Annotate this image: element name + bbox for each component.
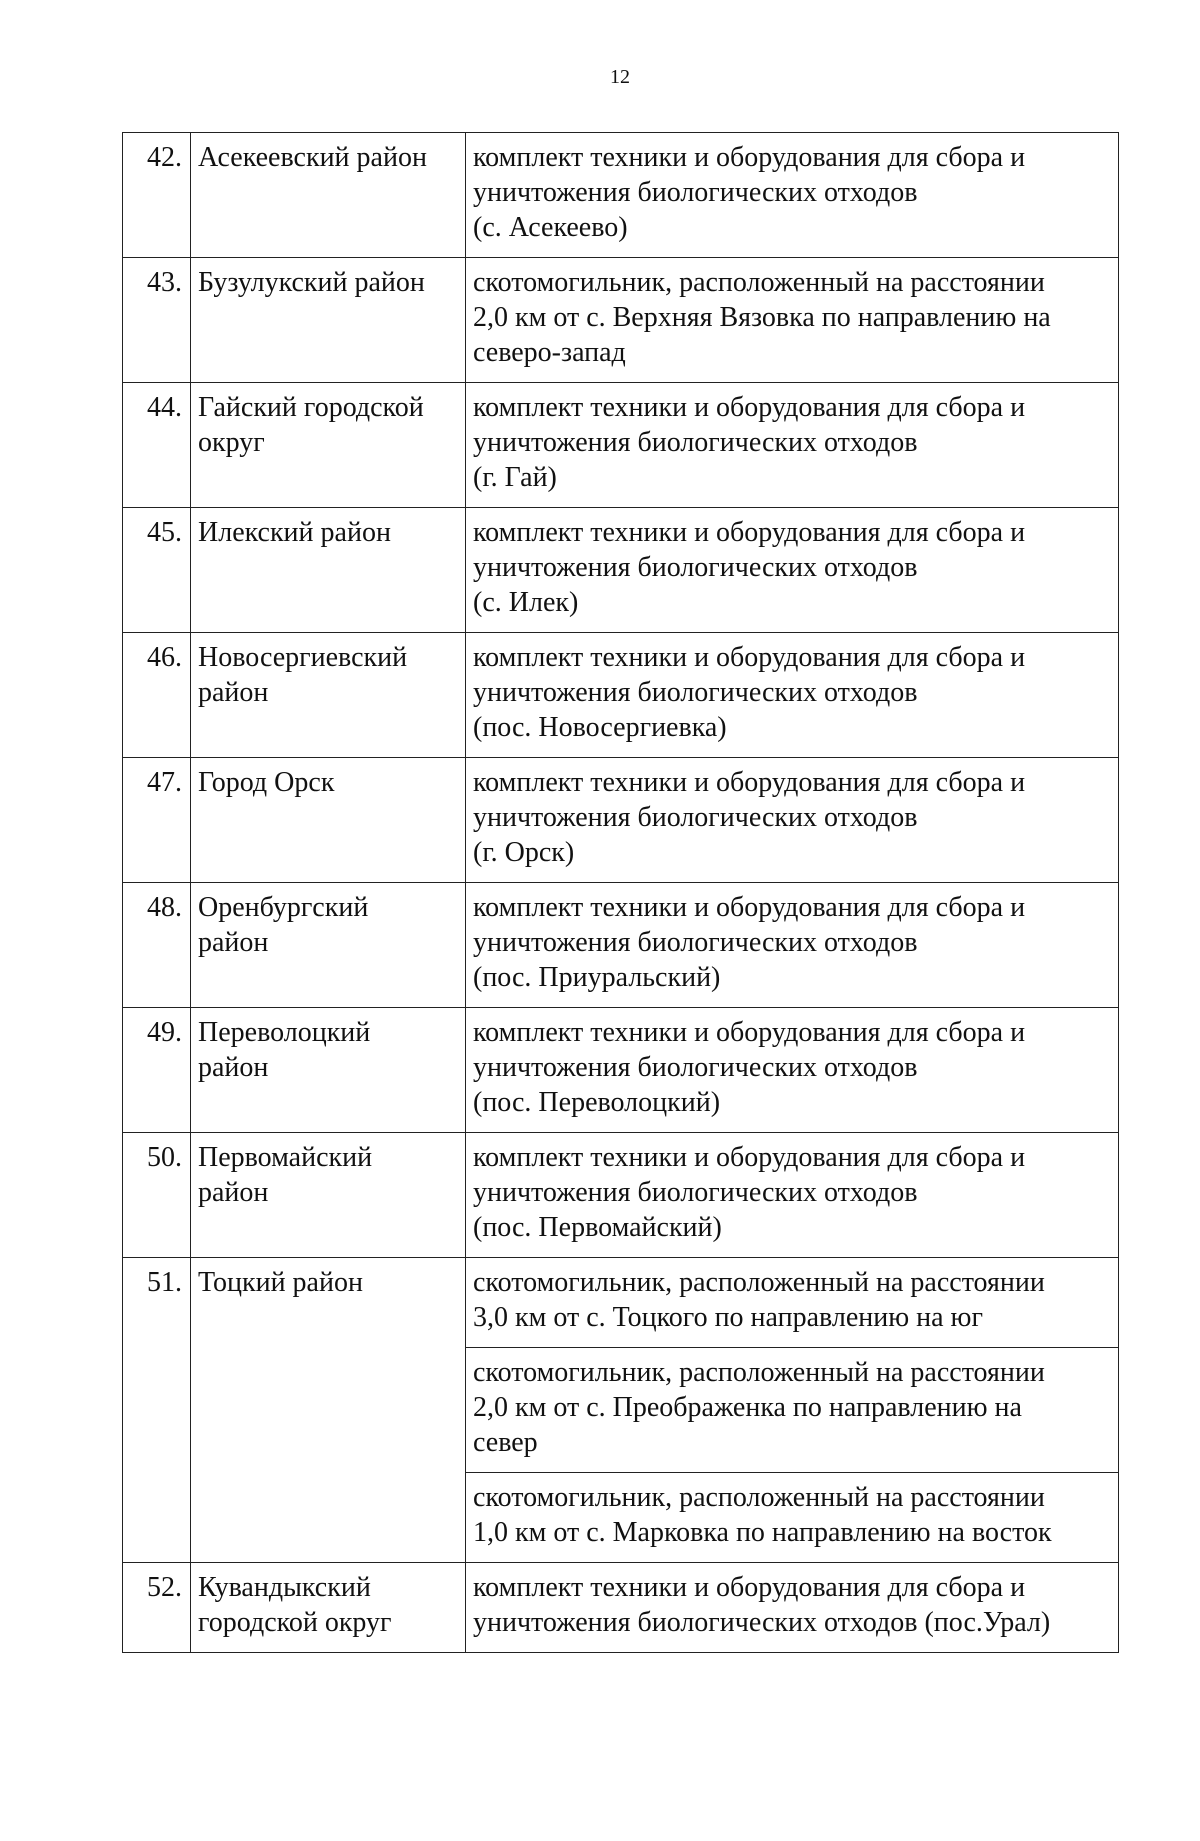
facility-description-line: уничтожения биологических отходов — [473, 177, 918, 208]
table-row — [123, 383, 1119, 508]
facility-description-line: комплект техники и оборудования для сбора и — [473, 642, 1026, 673]
district-name — [191, 133, 466, 258]
district-name-line: Асекеевский район — [198, 142, 427, 173]
facility-description-line: (г. Орск) — [473, 837, 575, 868]
table-row — [123, 133, 1119, 258]
facility-description-line: уничтожения биологических отходов — [473, 927, 918, 958]
facility-description — [466, 508, 1119, 633]
facility-description — [466, 883, 1119, 1008]
district-name — [191, 1258, 466, 1563]
facility-description-line: уничтожения биологических отходов — [473, 552, 918, 583]
facility-description-line: 3,0 км от с. Тоцкого по направлению на юг — [473, 1302, 983, 1333]
table-row — [123, 1258, 1119, 1348]
facility-description-line: комплект техники и оборудования для сбора и — [473, 142, 1026, 173]
facility-description-line: комплект техники и оборудования для сбора и — [473, 767, 1026, 798]
facility-description-line: 2,0 км от с. Преображенка по направлению на — [473, 1392, 1022, 1423]
facility-description — [466, 1258, 1119, 1348]
facility-description — [466, 383, 1119, 508]
row-number: 49. — [123, 1008, 191, 1133]
facility-description-line: комплект техники и оборудования для сбора и — [473, 1017, 1026, 1048]
facility-description-line: (г. Гай) — [473, 462, 557, 493]
district-name-line: Город Орск — [198, 767, 335, 798]
facility-description-line: уничтожения биологических отходов — [473, 427, 918, 458]
facility-description — [466, 1133, 1119, 1258]
district-name-line: Гайский городской — [198, 392, 424, 423]
row-number: 46. — [123, 633, 191, 758]
table-row — [123, 883, 1119, 1008]
facility-description-line: (пос. Приуральский) — [473, 962, 721, 993]
facility-description-line: скотомогильник, расположенный на расстоянии — [473, 1357, 1045, 1388]
page-number: 12 — [610, 66, 630, 88]
row-number: 42. — [123, 133, 191, 258]
row-number: 48. — [123, 883, 191, 1008]
table-row — [123, 633, 1119, 758]
facility-description-line: комплект техники и оборудования для сбора и — [473, 892, 1026, 923]
facility-description-line: уничтожения биологических отходов — [473, 1177, 918, 1208]
facility-description-line: уничтожения биологических отходов — [473, 1052, 918, 1083]
facility-description — [466, 633, 1119, 758]
table-row — [123, 1133, 1119, 1258]
facility-description — [466, 1563, 1119, 1653]
facility-description-line: комплект техники и оборудования для сбора и — [473, 1572, 1026, 1603]
row-number: 50. — [123, 1133, 191, 1258]
district-name — [191, 1008, 466, 1133]
row-number: 43. — [123, 258, 191, 383]
district-name — [191, 258, 466, 383]
facility-description-line: север — [473, 1427, 538, 1458]
district-name-line: Тоцкий район — [198, 1267, 363, 1298]
facility-description-line: (пос. Переволоцкий) — [473, 1087, 721, 1118]
district-name — [191, 883, 466, 1008]
district-name-line: Оренбургский — [198, 892, 369, 923]
district-name — [191, 758, 466, 883]
row-number: 51. — [123, 1258, 191, 1563]
facility-description-line: (пос. Первомайский) — [473, 1212, 722, 1243]
facility-description — [466, 758, 1119, 883]
row-number: 45. — [123, 508, 191, 633]
facility-description — [466, 1348, 1119, 1473]
facility-description-line: комплект техники и оборудования для сбора и — [473, 1142, 1026, 1173]
district-name-line: Переволоцкий — [198, 1017, 371, 1048]
facility-description-line: скотомогильник, расположенный на расстоянии — [473, 267, 1045, 298]
facility-description-line: уничтожения биологических отходов — [473, 677, 918, 708]
facility-description-line: уничтожения биологических отходов — [473, 802, 918, 833]
facility-description-line: (с. Асекеево) — [473, 212, 628, 243]
facility-description — [466, 1473, 1119, 1563]
facility-description — [466, 133, 1119, 258]
facility-description-line: уничтожения биологических отходов (пос.Урал) — [473, 1607, 1051, 1638]
facility-description — [466, 258, 1119, 383]
row-number: 47. — [123, 758, 191, 883]
district-name — [191, 633, 466, 758]
district-name-line: округ — [198, 427, 265, 458]
district-name-line: район — [198, 1052, 269, 1083]
district-name-line: район — [198, 1177, 269, 1208]
facility-description-line: комплект техники и оборудования для сбора и — [473, 392, 1026, 423]
district-name-line: район — [198, 677, 269, 708]
facility-description-line: (с. Илек) — [473, 587, 579, 618]
table-row — [123, 508, 1119, 633]
district-name-line: Кувандыкский — [198, 1572, 371, 1603]
district-name — [191, 1133, 466, 1258]
waste-facilities-table — [122, 132, 1119, 1653]
row-number: 44. — [123, 383, 191, 508]
district-name-line: район — [198, 927, 269, 958]
district-name-line: городской округ — [198, 1607, 392, 1638]
district-name — [191, 1563, 466, 1653]
facility-description-line: северо-запад — [473, 337, 626, 368]
district-name-line: Первомайский — [198, 1142, 373, 1173]
facility-description-line: скотомогильник, расположенный на расстоянии — [473, 1267, 1045, 1298]
facility-description-line: скотомогильник, расположенный на расстоянии — [473, 1482, 1045, 1513]
district-name-line: Бузулукский район — [198, 267, 425, 298]
table-row — [123, 758, 1119, 883]
facility-description-line: 1,0 км от с. Марковка по направлению на восток — [473, 1517, 1052, 1548]
facility-description-line: (пос. Новосергиевка) — [473, 712, 727, 743]
district-name-line: Новосергиевский — [198, 642, 408, 673]
district-name — [191, 383, 466, 508]
table-row — [123, 1563, 1119, 1653]
facility-description-line: комплект техники и оборудования для сбора и — [473, 517, 1026, 548]
facility-description — [466, 1008, 1119, 1133]
district-name-line: Илекский район — [198, 517, 391, 548]
facility-description-line: 2,0 км от с. Верхняя Вязовка по направлению на — [473, 302, 1051, 333]
row-number: 52. — [123, 1563, 191, 1653]
table-row — [123, 1008, 1119, 1133]
district-name — [191, 508, 466, 633]
table-row — [123, 258, 1119, 383]
